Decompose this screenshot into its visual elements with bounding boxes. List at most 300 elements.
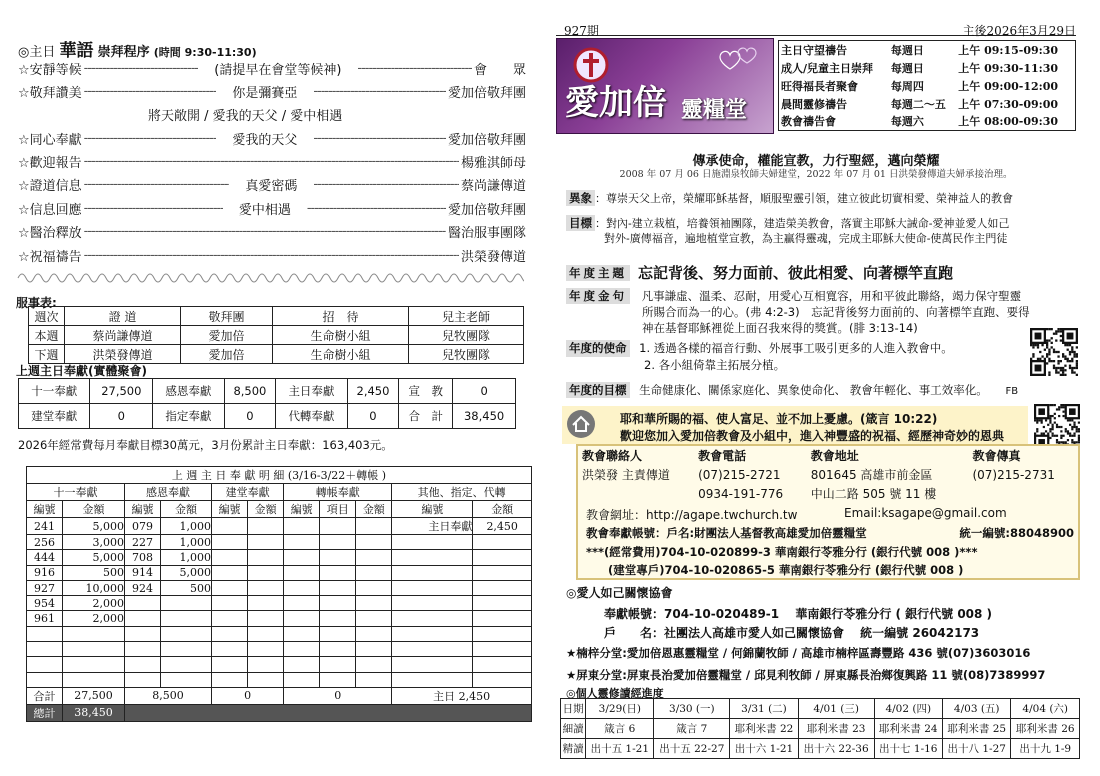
meeting-cell: 每週六 bbox=[890, 115, 924, 129]
program-content: 愛我的天父 bbox=[232, 132, 298, 148]
reading-cell: 出十九 1-9 bbox=[1011, 739, 1080, 759]
contact-address-2: 中山二路 505 號 11 樓 bbox=[810, 487, 937, 501]
ledger-cell bbox=[356, 596, 392, 611]
ledger-row bbox=[27, 626, 532, 641]
meeting-cell: 旺得福長者聚會 bbox=[781, 79, 858, 93]
ledger-cell: 2,000 bbox=[63, 611, 125, 626]
ledger-cell bbox=[320, 535, 356, 550]
service-cell: 下週 bbox=[29, 345, 65, 364]
program-row bbox=[18, 127, 526, 149]
ledger-cell: 924 bbox=[125, 580, 161, 595]
ledger-cell bbox=[248, 611, 284, 626]
ledger-row bbox=[27, 518, 532, 535]
theme-label: 年度主題 bbox=[566, 265, 630, 281]
ledger-cell bbox=[356, 611, 392, 626]
ledger-cell bbox=[320, 580, 356, 595]
ledger-grand-label: 總計 bbox=[27, 704, 63, 721]
bank-account-2: (建堂專戶)704-10-020865-5 華南銀行苓雅分行 (銀行代號 008 ) bbox=[608, 563, 964, 577]
meeting-table bbox=[778, 40, 1076, 131]
contact-header-row bbox=[578, 446, 1078, 465]
ledger-group: 其他、指定、代轉 bbox=[392, 484, 532, 501]
meeting-cell: 主日守望禱告 bbox=[781, 43, 847, 57]
ledger-cell bbox=[473, 626, 532, 641]
contact-card bbox=[576, 444, 1080, 580]
worship-songs: 將天敞開 / 愛我的天父 / 愛中相遇 bbox=[148, 109, 343, 124]
dash-leader bbox=[84, 84, 217, 99]
ledger-subheader-cell: 編號 bbox=[125, 501, 161, 518]
goals-text: 生命健康化、關係家庭化、異象使命化、 教會年輕化、事工效率化。 bbox=[639, 383, 988, 397]
ledger-group: 轉帳奉獻 bbox=[284, 484, 392, 501]
title-lang: 華語 bbox=[59, 41, 94, 61]
ledger-cell: 914 bbox=[125, 565, 161, 580]
ledger-cell bbox=[473, 672, 532, 687]
program-time: (時間 9:30-11:30) bbox=[153, 46, 257, 59]
service-cell: 洪榮發傳道 bbox=[65, 345, 181, 364]
contact-verse: 耶和華所賜的福、使人富足、並不加上憂慮。(箴言 10:22) bbox=[620, 412, 938, 426]
vision-label: 異象 bbox=[566, 190, 595, 206]
ledger-cell bbox=[392, 535, 473, 550]
service-cell: 兒牧團隊 bbox=[409, 326, 524, 345]
dash-leader bbox=[84, 177, 230, 192]
ledger-cell bbox=[392, 626, 473, 641]
service-cell: 愛加倍 bbox=[181, 326, 273, 345]
ledger-cell bbox=[320, 550, 356, 565]
ledger-cell bbox=[27, 642, 63, 657]
offering-cell: 0 bbox=[224, 404, 276, 429]
verse-line-1: 凡事謙虛、溫柔、忍耐，用愛心互相寬容，用和平彼此聯絡，竭力保守聖靈 bbox=[641, 289, 1022, 303]
dash-leader bbox=[313, 177, 459, 192]
ledger-cell bbox=[125, 626, 161, 641]
logo-text-sub: 靈糧堂 bbox=[681, 98, 748, 123]
meeting-cell: 上午 09:00-12:00 bbox=[958, 79, 1059, 93]
title-prefix: ◎主日 bbox=[18, 45, 56, 60]
ledger-cell bbox=[212, 672, 248, 687]
ledger-cell bbox=[212, 626, 248, 641]
issue-date: 主後2026年3月29日 bbox=[962, 24, 1076, 38]
ledger-title: 上 週 主 日 奉 獻 明 細 (3/16-3/22＋轉帳 ) bbox=[27, 467, 532, 484]
goal-label: 目標 bbox=[566, 215, 595, 231]
ledger-subheader-cell: 編號 bbox=[284, 501, 320, 518]
ledger-cell: 227 bbox=[125, 535, 161, 550]
reading-cell: 出十五 22-27 bbox=[654, 739, 730, 759]
service-th: 週次 bbox=[29, 307, 65, 326]
ledger-cell bbox=[356, 626, 392, 641]
service-th: 招 待 bbox=[273, 307, 409, 326]
offering-row bbox=[19, 404, 516, 429]
program-row bbox=[18, 150, 526, 172]
meeting-cell: 上午 09:30-11:30 bbox=[958, 61, 1059, 75]
ledger-cell bbox=[473, 580, 532, 595]
reading-cell: 箴言 6 bbox=[586, 719, 654, 739]
offering-cell: 0 bbox=[90, 404, 153, 429]
mission-line-1: 1. 透過各樣的福音行動、外展事工吸引更多的人進入教會中。 bbox=[639, 341, 953, 355]
church-history: 2008 年 07 月 06 日施淵泉牧師夫婦建堂，2022 年 07 月 01 日洪榮發傳道夫婦承接治理。 bbox=[619, 169, 1013, 180]
ledger-subheader-cell: 編號 bbox=[392, 501, 473, 518]
ledger-cell: 500 bbox=[63, 565, 125, 580]
ledger-cell: 444 bbox=[27, 550, 63, 565]
ledger-title-row bbox=[27, 467, 532, 484]
ledger-cell bbox=[212, 580, 248, 595]
offering-cell: 8,500 bbox=[224, 379, 276, 404]
contact-header: 教會電話 bbox=[698, 449, 747, 463]
ledger-cell bbox=[212, 657, 248, 672]
ledger-cell bbox=[473, 596, 532, 611]
ledger-cell bbox=[284, 518, 320, 535]
program-content: 愛中相遇 bbox=[238, 202, 291, 218]
program-person: 愛加倍敬拜團 bbox=[447, 202, 526, 218]
ledger-cell bbox=[284, 550, 320, 565]
fb-label: FB bbox=[1005, 386, 1019, 397]
ledger-row bbox=[27, 642, 532, 657]
reading-header-cell: 3/29(日) bbox=[586, 699, 654, 719]
ledger-subheader-cell: 金額 bbox=[473, 501, 532, 518]
branch-pingtung: ★屏東分堂:屏東長治愛加倍靈糧堂 / 邱見利牧師 / 屏東縣長治鄉復興路 11 號(08)7389997 bbox=[566, 668, 1046, 682]
contact-person: 洪榮發 主責傳道 bbox=[582, 468, 670, 482]
reading-cell: 出十七 1-16 bbox=[874, 739, 942, 759]
reading-cell: 出十六 1-21 bbox=[730, 739, 798, 759]
ledger-cell bbox=[392, 550, 473, 565]
meeting-row bbox=[779, 113, 1076, 131]
ledger-cell bbox=[392, 642, 473, 657]
reading-cell: 出十五 1-21 bbox=[586, 739, 654, 759]
ledger-total-build: 0 bbox=[212, 687, 284, 704]
ledger-cell bbox=[284, 672, 320, 687]
offering-cell: 十一奉獻 bbox=[19, 379, 90, 404]
program-content: 你是彌賽亞 bbox=[232, 85, 298, 101]
service-cell: 生命樹小組 bbox=[273, 326, 409, 345]
ledger-cell bbox=[125, 611, 161, 626]
ledger-row bbox=[27, 611, 532, 626]
service-th: 敬拜團 bbox=[181, 307, 273, 326]
reading-table bbox=[560, 698, 1080, 759]
meeting-row bbox=[779, 95, 1076, 113]
ledger-cell bbox=[212, 642, 248, 657]
ledger-cell bbox=[356, 580, 392, 595]
service-cell: 本週 bbox=[29, 326, 65, 345]
reading-header-cell: 3/30 (一) bbox=[654, 699, 730, 719]
church-logo bbox=[556, 38, 774, 134]
reading-cell: 耶利米書 25 bbox=[943, 719, 1011, 739]
dash-leader bbox=[84, 248, 459, 263]
offering-cell: 建堂奉獻 bbox=[19, 404, 90, 429]
ledger-cell bbox=[320, 596, 356, 611]
ledger-cell bbox=[248, 535, 284, 550]
contact-blank bbox=[968, 484, 1078, 503]
contact-header: 教會地址 bbox=[810, 449, 859, 463]
ledger-cell bbox=[284, 642, 320, 657]
reading-header-cell: 3/31 (二) bbox=[730, 699, 798, 719]
program-item: ☆證道信息 bbox=[18, 178, 82, 194]
program-person: 愛加倍敬拜團 bbox=[447, 132, 526, 148]
ledger-cell bbox=[212, 518, 248, 535]
ledger-row bbox=[27, 565, 532, 580]
ledger-cell: 916 bbox=[27, 565, 63, 580]
ledger-cell bbox=[63, 657, 125, 672]
program-person: 會 眾 bbox=[474, 62, 527, 78]
qr-code-icon[interactable] bbox=[1030, 328, 1078, 376]
dash-leader bbox=[84, 201, 223, 216]
annual-theme bbox=[566, 262, 953, 283]
hearts-icon bbox=[705, 43, 765, 83]
offering-cell: 主日奉獻 bbox=[276, 379, 347, 404]
ledger-cell bbox=[320, 565, 356, 580]
dash-leader bbox=[307, 201, 446, 216]
ledger-total-tithe: 27,500 bbox=[63, 687, 125, 704]
ledger-cell bbox=[284, 580, 320, 595]
ledger-cell bbox=[125, 657, 161, 672]
ledger-cell: 256 bbox=[27, 535, 63, 550]
ledger-subheader-cell: 金額 bbox=[356, 501, 392, 518]
program-person: 愛加倍敬拜團 bbox=[447, 85, 526, 101]
branch-nanzi: ★楠梓分堂:愛加倍恩惠靈糧堂 / 何錦蘭牧師 / 高雄市楠梓區壽豐路 436 號(07)3603016 bbox=[566, 646, 1031, 660]
program-item: ☆信息回應 bbox=[18, 202, 82, 218]
ledger-cell: 2,450 bbox=[473, 518, 532, 535]
home-icon bbox=[566, 409, 596, 439]
church-email[interactable]: Email:ksagape@gmail.com bbox=[844, 506, 1007, 520]
title-rest: 崇拜程序 bbox=[97, 45, 150, 60]
reading-cell: 細讀 bbox=[561, 719, 586, 739]
ledger-cell bbox=[161, 657, 212, 672]
dash-leader bbox=[84, 131, 217, 146]
ledger-cell: 2,000 bbox=[63, 596, 125, 611]
ledger-row bbox=[27, 535, 532, 550]
ledger-cell bbox=[320, 672, 356, 687]
ledger-cell bbox=[473, 565, 532, 580]
ledger-cell: 241 bbox=[27, 518, 63, 535]
annual-verse bbox=[566, 288, 1030, 336]
meeting-cell: 每週日 bbox=[890, 43, 924, 57]
service-th: 證 道 bbox=[65, 307, 181, 326]
program-row bbox=[18, 220, 526, 242]
ledger-subheader-cell: 項目 bbox=[320, 501, 356, 518]
program-content: (請提早在會堂等候神) bbox=[214, 62, 342, 78]
ledger-subheader-cell: 編號 bbox=[212, 501, 248, 518]
service-title: 服事表: bbox=[16, 296, 57, 310]
ledger-subheader-cell: 編號 bbox=[27, 501, 63, 518]
ledger-cell: 5,000 bbox=[63, 550, 125, 565]
ledger-cell bbox=[356, 550, 392, 565]
ledger-group: 建堂奉獻 bbox=[212, 484, 284, 501]
ledger-row bbox=[27, 596, 532, 611]
ledger-subheader-cell: 金額 bbox=[161, 501, 212, 518]
ledger-cell: 1,000 bbox=[161, 535, 212, 550]
ledger-cell: 3,000 bbox=[63, 535, 125, 550]
ledger-cell: 1,000 bbox=[161, 550, 212, 565]
ledger-cell bbox=[392, 565, 473, 580]
ledger-total-other: 主日 2,450 bbox=[392, 687, 532, 704]
program-row bbox=[18, 57, 526, 79]
ledger-cell bbox=[248, 565, 284, 580]
ledger-cell: 927 bbox=[27, 580, 63, 595]
reading-header-cell: 4/02 (四) bbox=[874, 699, 942, 719]
ledger-cell bbox=[473, 611, 532, 626]
dash-leader bbox=[357, 61, 472, 76]
service-cell: 兒牧團隊 bbox=[409, 345, 524, 364]
meeting-cell: 上午 08:00-09:30 bbox=[958, 115, 1059, 129]
program-row bbox=[18, 80, 526, 102]
ledger-cell: 954 bbox=[27, 596, 63, 611]
reading-row bbox=[561, 739, 1080, 759]
ledger-cell bbox=[356, 535, 392, 550]
ledger-row bbox=[27, 580, 532, 595]
ledger-total-thanks: 8,500 bbox=[125, 687, 212, 704]
ledger-cell bbox=[392, 657, 473, 672]
offering-cell: 2,450 bbox=[347, 379, 399, 404]
ledger-cell bbox=[473, 657, 532, 672]
service-cell: 生命樹小組 bbox=[273, 345, 409, 364]
ledger-subheader bbox=[27, 501, 532, 518]
program-item: ☆安靜等候 bbox=[18, 62, 82, 78]
offering-cell: 0 bbox=[347, 404, 399, 429]
verse-label: 年度金句 bbox=[566, 288, 630, 304]
dash-leader bbox=[84, 154, 459, 169]
reading-header-cell: 日期 bbox=[561, 699, 586, 719]
ledger-cell bbox=[161, 626, 212, 641]
ledger-cell bbox=[161, 596, 212, 611]
ledger-cell: 5,000 bbox=[161, 565, 212, 580]
offering-cell: 感恩奉獻 bbox=[153, 379, 224, 404]
ledger-subheader-cell: 金額 bbox=[248, 501, 284, 518]
divider-ornament bbox=[16, 268, 524, 288]
care-title: ◎愛人如己關懷協會 bbox=[566, 586, 673, 600]
meeting-cell: 每周四 bbox=[890, 79, 924, 93]
ledger-row bbox=[27, 550, 532, 565]
verse-line-3: 神在基督耶穌裡從上面召我來得的獎賞。(腓 3:13-14) bbox=[642, 321, 918, 335]
service-header bbox=[29, 307, 524, 326]
ledger-cell: 10,000 bbox=[63, 580, 125, 595]
reading-cell: 耶利米書 26 bbox=[1011, 719, 1080, 739]
ledger-cell bbox=[212, 535, 248, 550]
reading-cell: 出十六 22-36 bbox=[798, 739, 874, 759]
offering-cell: 宣 教 bbox=[399, 379, 453, 404]
ledger-cell bbox=[473, 535, 532, 550]
meeting-cell: 上午 09:15-09:30 bbox=[958, 43, 1059, 57]
annual-goals bbox=[566, 382, 1018, 398]
reading-header-cell: 4/04 (六) bbox=[1011, 699, 1080, 719]
header-bar bbox=[556, 22, 1076, 36]
meeting-cell: 晨間靈修禱告 bbox=[781, 97, 847, 111]
ledger-cell bbox=[161, 611, 212, 626]
meeting-cell: 成人/兒童主日崇拜 bbox=[781, 61, 874, 75]
contact-value-row bbox=[578, 484, 1078, 503]
offering-cell: 代轉奉獻 bbox=[276, 404, 347, 429]
goal-text-2: 對外-廣傳福音，遍地植堂宣教，為主贏得靈魂，完成主耶穌大使命-使萬民作主門徒 bbox=[604, 232, 1008, 245]
ledger-grand-total: 38,450 bbox=[63, 704, 125, 721]
ledger-cell: 079 bbox=[125, 518, 161, 535]
ledger-table bbox=[26, 466, 532, 722]
ledger-cell bbox=[248, 596, 284, 611]
offering-note: 2026年經常費每月奉獻目標30萬元，3月份累計主日奉獻：163,403元。 bbox=[18, 438, 393, 452]
program-row bbox=[18, 244, 526, 266]
program-item: ☆祝福禱告 bbox=[18, 249, 82, 265]
vision-text: ：尊崇天父上帝，榮耀耶穌基督，順服聖靈引領，建立彼此切實相愛、榮神益人的教會 bbox=[595, 192, 1013, 205]
ledger-cell bbox=[392, 672, 473, 687]
offering-table bbox=[18, 378, 516, 429]
ledger-cell bbox=[27, 657, 63, 672]
offering-cell: 指定奉獻 bbox=[153, 404, 224, 429]
meeting-cell: 上午 07:30-09:00 bbox=[958, 97, 1059, 111]
ledger-cell bbox=[392, 580, 473, 595]
ledger-cell bbox=[248, 518, 284, 535]
ledger-cell bbox=[320, 611, 356, 626]
ledger-cell: 5,000 bbox=[63, 518, 125, 535]
ledger-group: 感恩奉獻 bbox=[125, 484, 212, 501]
contact-header: 教會傳真 bbox=[972, 449, 1021, 463]
contact-phone-1: (07)215-2721 bbox=[698, 467, 781, 482]
meeting-row bbox=[779, 77, 1076, 95]
meeting-cell: 教會禱告會 bbox=[781, 115, 836, 129]
dash-leader bbox=[313, 84, 446, 99]
ledger-cell bbox=[63, 626, 125, 641]
logo-text-main: 愛加倍 bbox=[565, 83, 667, 123]
reading-cell: 耶利米書 24 bbox=[874, 719, 942, 739]
program-content: 真愛密碼 bbox=[245, 178, 298, 194]
service-th: 兒主老師 bbox=[409, 307, 524, 326]
ledger-cell bbox=[125, 642, 161, 657]
service-table bbox=[28, 306, 524, 364]
contact-banner bbox=[562, 406, 1028, 444]
ledger-cell bbox=[356, 518, 392, 535]
ledger-cell bbox=[356, 642, 392, 657]
ledger-groups bbox=[27, 484, 532, 501]
program-item: ☆醫治釋放 bbox=[18, 225, 82, 241]
dash-leader bbox=[84, 224, 446, 239]
ledger-cell bbox=[356, 672, 392, 687]
account-line: 教會奉獻帳號：戶名:財團法人基督教高雄愛加倍靈糧堂 bbox=[586, 526, 867, 540]
ledger-cell bbox=[320, 642, 356, 657]
program-person: 楊雅淇師母 bbox=[460, 155, 526, 171]
ledger-cell: 961 bbox=[27, 611, 63, 626]
reading-cell: 箴言 7 bbox=[654, 719, 730, 739]
reading-header-cell: 4/01 (三) bbox=[798, 699, 874, 719]
program-row bbox=[18, 197, 526, 219]
reading-cell: 耶利米書 22 bbox=[730, 719, 798, 739]
ledger-cell bbox=[392, 596, 473, 611]
ledger-subheader-cell: 金額 bbox=[63, 501, 125, 518]
tax-id: 統一編號:88048900 bbox=[959, 526, 1074, 540]
contact-blank bbox=[578, 484, 694, 503]
program-row bbox=[18, 173, 526, 195]
ledger-cell bbox=[63, 672, 125, 687]
ledger-cell bbox=[284, 596, 320, 611]
ledger-cell bbox=[284, 657, 320, 672]
meeting-cell: 每週日 bbox=[890, 61, 924, 75]
goal-line bbox=[566, 215, 1009, 231]
program-person: 蔡尚謙傳道 bbox=[460, 178, 526, 194]
program-person: 醫治服事團隊 bbox=[447, 225, 526, 241]
mission-line-2: 2. 各小組倚靠主拓展分植。 bbox=[644, 358, 786, 372]
ledger-cell bbox=[473, 642, 532, 657]
ledger-grand-fill bbox=[125, 704, 532, 721]
church-website[interactable]: 教會網址：http://agape.twchurch.tw bbox=[586, 508, 798, 522]
ledger-cell bbox=[284, 611, 320, 626]
ledger-cell bbox=[248, 580, 284, 595]
ledger-cell: 708 bbox=[125, 550, 161, 565]
ledger-cell bbox=[212, 611, 248, 626]
ledger-cell: 主日奉獻 bbox=[392, 518, 473, 535]
mission-label: 年度的使命 bbox=[566, 340, 630, 357]
ledger-cell bbox=[356, 565, 392, 580]
issue-number: 927期 bbox=[564, 24, 599, 38]
offering-cell: 27,500 bbox=[90, 379, 153, 404]
ledger-cell bbox=[63, 642, 125, 657]
ledger-cell: 1,000 bbox=[161, 518, 212, 535]
contact-grid bbox=[578, 446, 1078, 503]
annual-mission bbox=[566, 340, 953, 374]
ledger-grand-row bbox=[27, 704, 532, 721]
ledger-cell bbox=[248, 672, 284, 687]
contact-fax: (07)215-2731 bbox=[972, 467, 1055, 482]
